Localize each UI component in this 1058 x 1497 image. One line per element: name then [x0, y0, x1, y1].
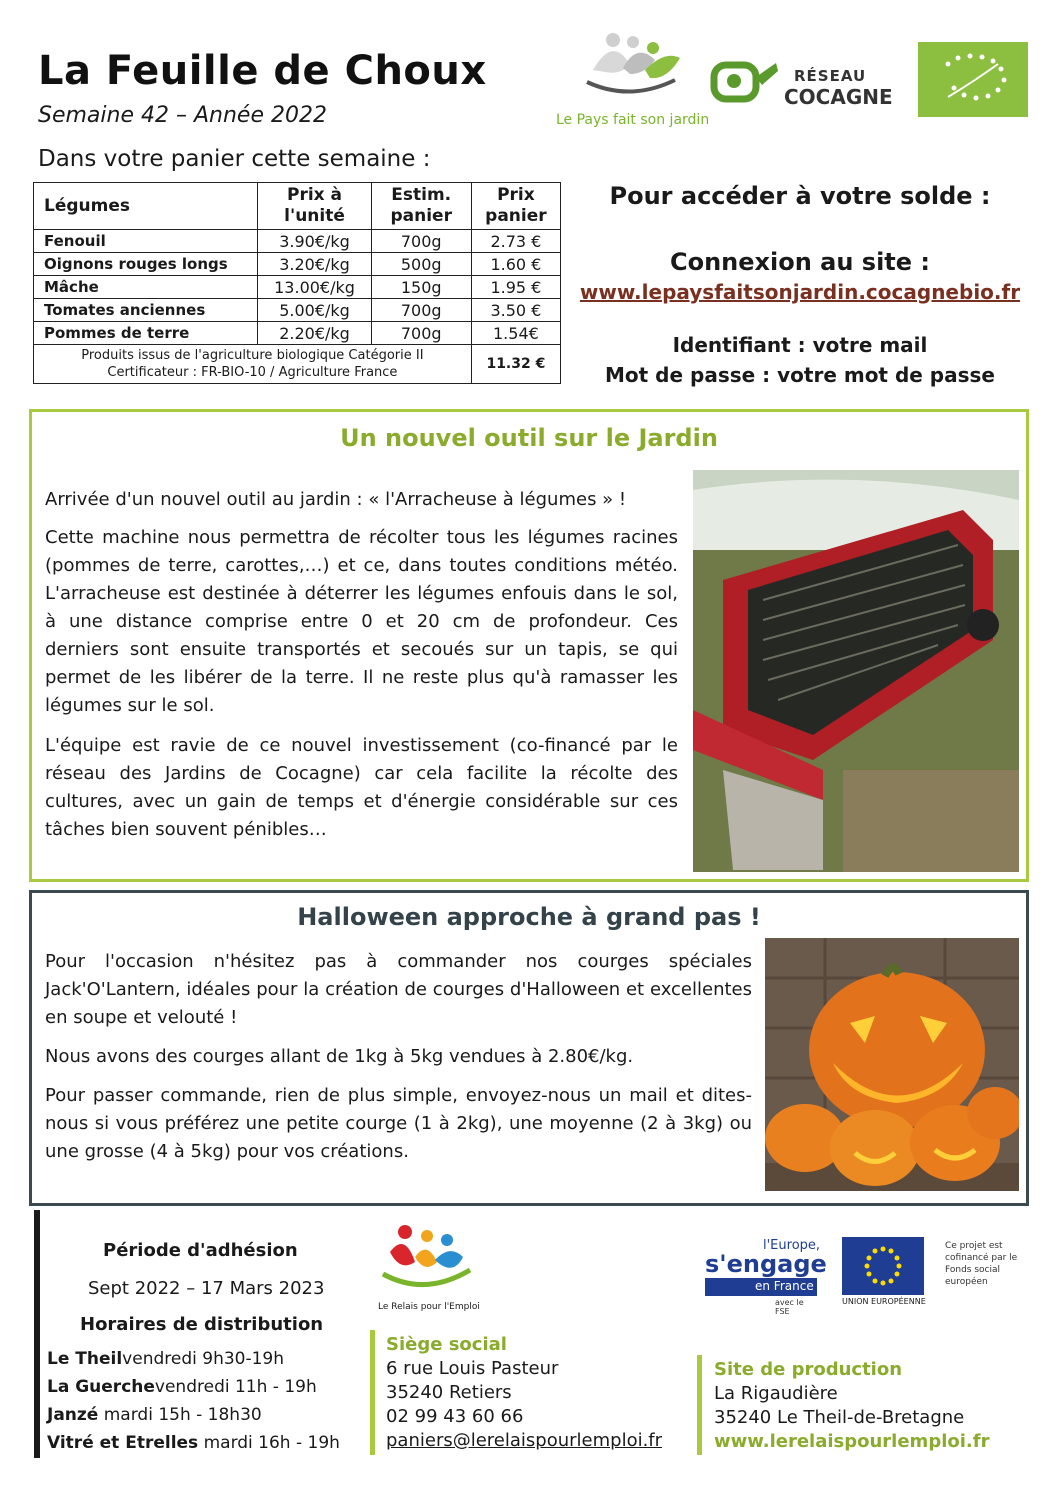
- balance-heading: Pour accéder à votre solde :: [609, 182, 991, 210]
- europe-logo-line3: en France: [755, 1279, 814, 1293]
- table-header: Prix panier: [471, 183, 560, 230]
- schedule-item: [47, 1405, 262, 1425]
- basket-price: 2.73 €: [471, 230, 560, 253]
- relais-logo-label: Le Relais pour l'Emploi: [378, 1302, 480, 1312]
- unit-price: 3.20€/kg: [258, 253, 371, 276]
- pumpkins-photo: [765, 938, 1019, 1191]
- article-new-tool: [29, 409, 1029, 882]
- address-divider: [370, 1330, 375, 1455]
- unit-price: 2.20€/kg: [258, 322, 371, 345]
- table-header: Estim. panier: [371, 183, 471, 230]
- article-paragraph: Cette machine nous permettra de récolter tous les légumes racines (pommes de terre, carottes,…) et ce, dans toutes conditions météo. L'arracheuse est destinée à déterrer les légumes enfouis dans le sol, à une distance comprise entre 0 et 20 cm de profondeur. Ces derniers sont ensuite transportés et secoués sur un tapis, se qui permet de les libérer de la terre. Il ne reste plus qu'à ramasser les légumes sur le sol.: [45, 527, 678, 716]
- table-header: Prix à l'unité: [258, 183, 371, 230]
- site-link[interactable]: www.lepaysfaitsonjardin.cocagnebio.fr: [579, 280, 1021, 304]
- cocagne-logo-line1: RÉSEAU: [794, 67, 867, 85]
- basket-total: 11.32 €: [471, 345, 560, 384]
- article-paragraph: Pour l'occasion n'hésitez pas à commander nos courges spéciales Jack'O'Lantern, idéales pour la création de courges d'Halloween et excellentes en soupe et velouté !: [45, 951, 752, 1028]
- basket-quantity: 700g: [371, 299, 471, 322]
- article-paragraph: Nous avons des courges allant de 1kg à 5kg vendues à 2.80€/kg.: [45, 1046, 634, 1067]
- schedule-place: Le Theil: [47, 1349, 123, 1369]
- europe-logo-line1: l'Europe,: [763, 1238, 821, 1253]
- europe-engage-logo: [705, 1238, 827, 1316]
- basket-price: 1.60 €: [471, 253, 560, 276]
- table-footer-row: [34, 345, 561, 384]
- europe-logo-line2: s'engage: [705, 1250, 827, 1278]
- vegetable-name: Tomates anciennes: [34, 299, 258, 322]
- login-password: Mot de passe : votre mot de passe: [605, 363, 995, 387]
- email-link[interactable]: paniers@lerelaispourlemploi.fr: [386, 1430, 663, 1451]
- vegetable-name: Fenouil: [34, 230, 258, 253]
- address-line: 35240 Le Theil-de-Bretagne: [714, 1407, 965, 1428]
- unit-price: 5.00€/kg: [258, 299, 371, 322]
- page-subtitle: Semaine 42 – Année 2022: [38, 103, 327, 128]
- pays-logo: [575, 30, 690, 100]
- unit-price: 3.90€/kg: [258, 230, 371, 253]
- table-row: [34, 322, 561, 345]
- fse-funding-note: Ce projet est cofinancé par le Fonds social européen: [945, 1241, 1018, 1287]
- article-paragraph: Arrivée d'un nouvel outil au jardin : « l'Arracheuse à légumes » !: [45, 489, 627, 510]
- pays-logo-tagline: Le Pays fait son jardin: [556, 112, 710, 128]
- certification-note: [34, 345, 472, 384]
- schedule-time: vendredi 11h - 19h: [154, 1377, 317, 1397]
- head-office-heading: Siège social: [386, 1334, 507, 1355]
- table-header: Légumes: [34, 183, 258, 230]
- basket-quantity: 700g: [371, 322, 471, 345]
- unit-price: 13.00€/kg: [258, 276, 371, 299]
- address-divider: [697, 1355, 702, 1455]
- table-row: [34, 276, 561, 299]
- basket-quantity: 700g: [371, 230, 471, 253]
- distribution-hours-title: Horaires de distribution: [80, 1314, 324, 1335]
- harvester-photo: [693, 470, 1019, 872]
- basket-table: [33, 182, 561, 384]
- certification-line1: Produits issus de l'agriculture biologique Catégorie II: [81, 348, 424, 363]
- eu-label: UNION EUROPÉENNE: [842, 1297, 926, 1306]
- schedule-item: [47, 1433, 340, 1453]
- membership-period-title: Période d'adhésion: [103, 1240, 298, 1261]
- basket-price: 1.95 €: [471, 276, 560, 299]
- basket-price: 1.54€: [471, 322, 560, 345]
- basket-quantity: 150g: [371, 276, 471, 299]
- article-paragraph: L'équipe est ravie de ce nouvel investissement (co-financé par le réseau des Jardins de Cocagne) car cela facilite la récolte des cultures, avec un gain de temps et d'énergie considérable sur ces tâches bien souvent pénibles…: [45, 735, 678, 840]
- relais-logo: [375, 1222, 475, 1297]
- vegetable-name: Pommes de terre: [34, 322, 258, 345]
- europe-logo-line4: avec le FSE: [775, 1298, 804, 1316]
- eu-flag-icon: [842, 1237, 924, 1295]
- basket-quantity: 500g: [371, 253, 471, 276]
- article-paragraph: Pour passer commande, rien de plus simple, envoyez-nous un mail et dites-nous si vous préférez une petite courge (1 à 2kg), une moyenne (2 à 3kg) ou une grosse (4 à 5kg) pour vos créations.: [45, 1085, 752, 1162]
- schedule-item: [47, 1349, 284, 1369]
- basket-price: 3.50 €: [471, 299, 560, 322]
- production-site-heading: Site de production: [714, 1359, 903, 1380]
- article-title: Un nouvel outil sur le Jardin: [340, 424, 718, 452]
- certification-line2: Certificateur : FR-BIO-10 / Agriculture France: [107, 365, 398, 380]
- eu-organic-logo: [918, 42, 1028, 117]
- phone-number: 02 99 43 60 66: [386, 1406, 524, 1427]
- website-link[interactable]: www.lerelaispourlemploi.fr: [714, 1431, 990, 1452]
- article-title: Halloween approche à grand pas !: [297, 903, 761, 931]
- login-identifier: Identifiant : votre mail: [672, 333, 928, 357]
- schedule-place: Vitré et Etrelles: [47, 1433, 199, 1453]
- cocagne-logo: [710, 55, 905, 110]
- article-halloween: [29, 890, 1029, 1206]
- footer-divider: [34, 1210, 40, 1458]
- schedule-place: Janzé: [47, 1405, 99, 1425]
- schedule-time: mardi 15h - 18h30: [98, 1405, 262, 1425]
- basket-heading: Dans votre panier cette semaine :: [38, 146, 431, 172]
- vegetable-name: Mâche: [34, 276, 258, 299]
- table-row: [34, 299, 561, 322]
- page-title: La Feuille de Choux: [38, 48, 487, 94]
- cocagne-logo-line2: COCAGNE: [784, 85, 893, 109]
- schedule-time: mardi 16h - 19h: [198, 1433, 340, 1453]
- address-line: 35240 Retiers: [386, 1382, 512, 1403]
- vegetable-name: Oignons rouges longs: [34, 253, 258, 276]
- table-row: [34, 253, 561, 276]
- address-line: La Rigaudière: [714, 1383, 838, 1404]
- schedule-item: [47, 1377, 317, 1397]
- address-line: 6 rue Louis Pasteur: [386, 1358, 559, 1379]
- schedule-place: La Guerche: [47, 1377, 155, 1397]
- production-site-address: [714, 1358, 989, 1454]
- table-row: [34, 230, 561, 253]
- login-heading: Connexion au site :: [669, 248, 931, 276]
- head-office-address: [386, 1333, 662, 1453]
- membership-period-dates: Sept 2022 – 17 Mars 2023: [88, 1278, 325, 1299]
- schedule-time: vendredi 9h30-19h: [122, 1349, 285, 1369]
